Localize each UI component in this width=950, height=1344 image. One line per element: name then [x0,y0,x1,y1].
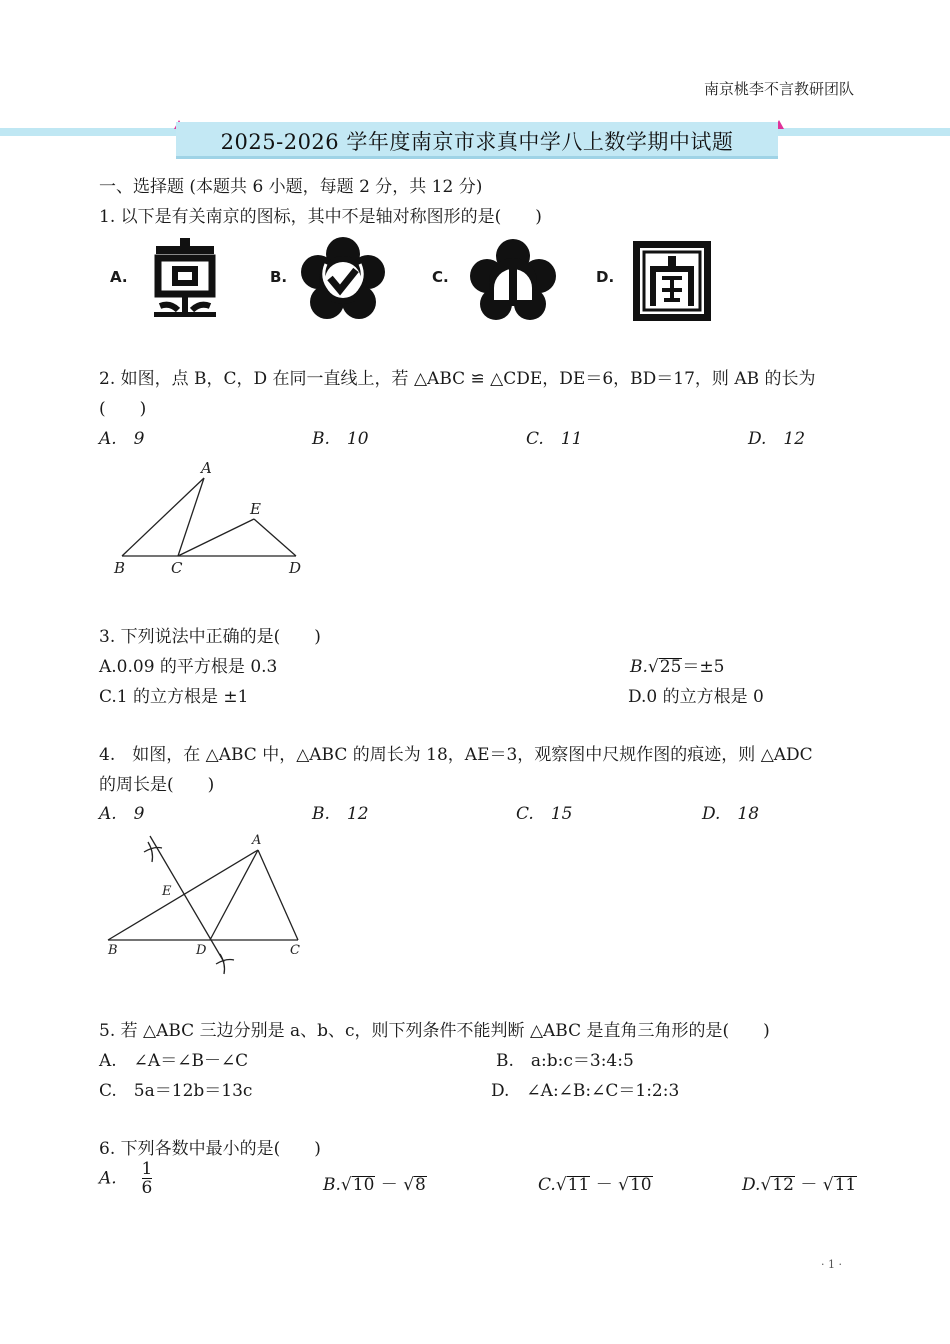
q2-option-a: A. 9 [99,429,145,449]
q2-figure [108,456,318,580]
q2-label-a: A [201,459,212,477]
q6-option-a-fraction [142,1160,153,1197]
logo-a-icon [150,236,220,320]
q6-option-c-root1: 11 [567,1175,590,1195]
q3-option-c: C.1 的立方根是 ±1 [99,687,249,707]
q6-option-d-label: D. [742,1175,761,1195]
q1-label-a: A. [110,268,128,286]
q3-option-b-label: B. [630,657,648,677]
q6-option-b-minus: － [380,1175,398,1195]
q6-option-a-numerator: 1 [141,1159,153,1179]
header-org: 南京桃李不言教研团队 [703,80,854,98]
q6-option-c-root2: 10 [629,1175,652,1195]
q2-option-b: B. 10 [312,429,369,449]
q2-option-d: D. 12 [748,429,806,449]
title-box [176,122,778,159]
page-title: 2025-2026 学年度南京市求真中学八上数学期中试题 [220,130,734,154]
q2-label-c: C [171,559,183,577]
q2-stem: 2. 如图，点 B，C，D 在同一直线上，若 △ABC ≌ △CDE，DE＝6，BD＝17，则 AB 的长为 [99,369,816,389]
q4-figure [100,830,314,976]
q5-option-c: C. 5a＝12b＝13c [99,1081,253,1101]
q6-option-d-root2: 11 [834,1175,857,1195]
q1-label-b: B. [270,268,288,286]
q4-option-d: D. 18 [702,804,760,824]
q1-stem: 1. 以下是有关南京的图标，其中不是轴对称图形的是( ) [99,207,542,227]
logo-b-icon [300,236,386,322]
q3-option-b: B.√25＝±5 [630,657,725,677]
q4-label-d: D [196,943,207,958]
q6-option-a [99,1160,152,1197]
q3-option-a: A.0.09 的平方根是 0.3 [99,657,278,677]
q4-option-a: A. 9 [99,804,145,824]
q5-option-d: D. ∠A:∠B:∠C＝1:2:3 [491,1081,680,1101]
q6-option-b-root1: 10 [352,1175,375,1195]
q6-option-d-root1: 12 [772,1175,794,1195]
q6-option-c-minus: － [595,1175,613,1195]
q4-stem-cont: 的周长是( ) [99,775,215,795]
q2-option-c: C. 11 [526,429,583,449]
q3-option-d: D.0 的立方根是 0 [628,687,764,707]
q6-option-b-label: B. [323,1175,341,1195]
q3-stem: 3. 下列说法中正确的是( ) [99,627,321,647]
q5-option-a: A. ∠A＝∠B－∠C [99,1051,249,1071]
q6-option-a-denominator: 6 [141,1178,153,1198]
q1-label-d: D. [596,268,615,286]
section-heading: 一、选择题 (本题共 6 小题，每题 2 分，共 12 分) [99,177,483,197]
q6-option-a-label: A. [99,1168,117,1189]
q4-stem: 4. 如图，在 △ABC 中，△ABC 的周长为 18，AE＝3，观察图中尺规作图的痕迹，则 △ADC [99,745,813,765]
q6-option-d: D.√12 － √11 [742,1175,857,1195]
q4-label-e: E [162,884,172,899]
q6-option-c-label: C. [538,1175,556,1195]
q3-option-b-suffix: ＝±5 [682,657,725,677]
q2-stem-cont: ( ) [99,399,147,419]
logo-d-icon [632,240,712,322]
q5-option-b: B. a:b:c＝3:4:5 [496,1051,634,1071]
logo-c-icon [470,238,556,322]
q2-label-e: E [250,500,261,518]
q6-option-d-minus: － [800,1175,818,1195]
q6-option-b-root2: 8 [415,1175,426,1195]
q5-stem: 5. 若 △ABC 三边分别是 a、b、c，则下列条件不能判断 △ABC 是直角三角形的是( ) [99,1021,770,1041]
q2-label-d: D [289,559,302,577]
q3-option-b-root: 25 [659,657,682,677]
q6-option-b: B.√10 － √8 [323,1175,426,1195]
q2-label-b: B [114,559,126,577]
q4-option-b: B. 12 [312,804,369,824]
q1-label-c: C. [432,268,449,286]
q4-option-c: C. 15 [516,804,573,824]
q4-label-a: A [252,833,262,848]
q6-stem: 6. 下列各数中最小的是( ) [99,1139,321,1159]
q4-label-b: B [108,943,118,958]
q4-label-c: C [290,943,300,958]
q6-option-c: C.√11 － √10 [538,1175,652,1195]
page-number: · 1 · [821,1258,842,1271]
